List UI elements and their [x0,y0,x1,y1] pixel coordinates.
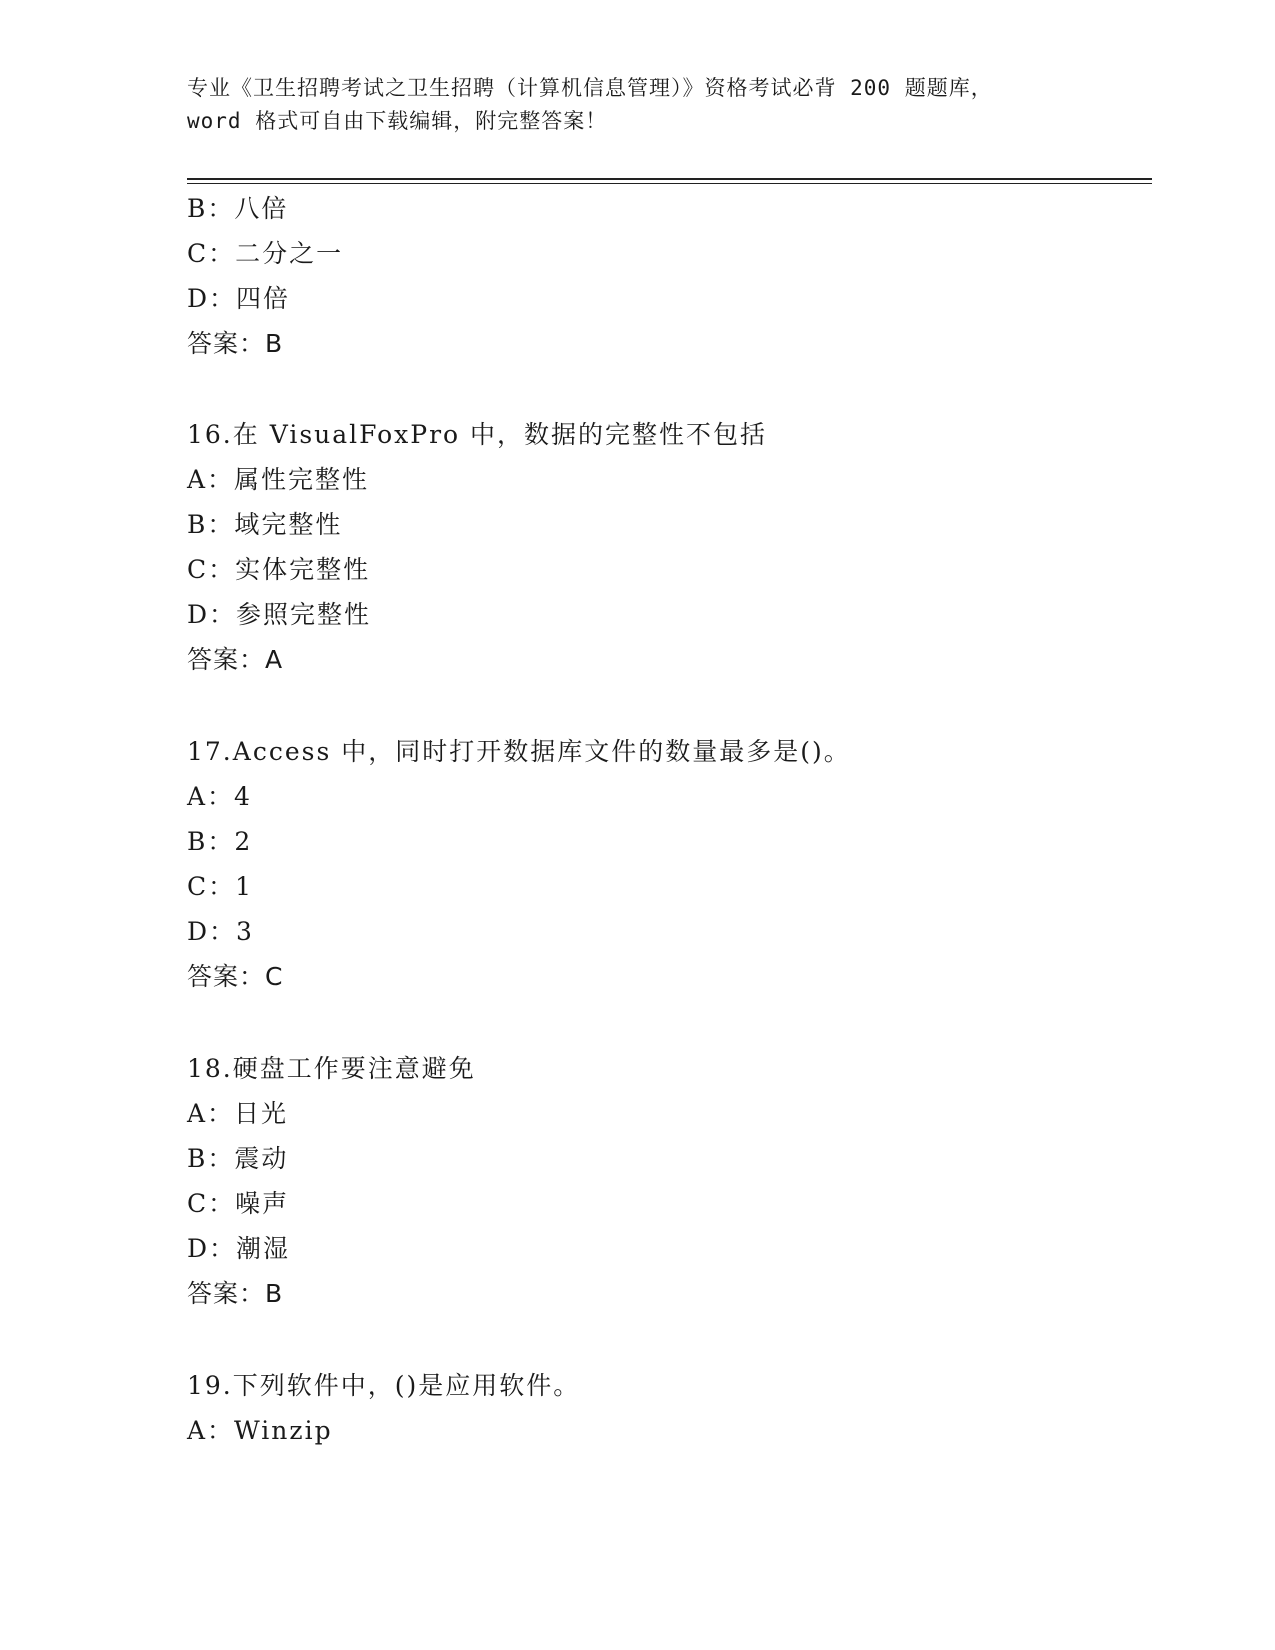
question-17-title: 17.Access 中，同时打开数据库文件的数量最多是()。 [187,737,851,766]
question-18-option-a: A：日光 [187,1099,289,1128]
prev-option-d: D：四倍 [187,284,291,313]
header-divider-thin [187,183,1152,184]
question-16-option-b: B：域完整性 [187,510,343,539]
question-16-option-c: C：实体完整性 [187,555,371,584]
question-18-option-d: D：潮湿 [187,1234,291,1263]
question-17-answer: 答案：C [187,962,284,991]
prev-option-c: C：二分之一 [187,239,344,268]
question-16-title: 16.在 VisualFoxPro 中，数据的完整性不包括 [187,420,768,449]
question-17-option-b: B：2 [187,827,253,856]
question-17-option-d: D：3 [187,917,254,946]
prev-option-b: B：八倍 [187,194,289,223]
question-16-option-d: D：参照完整性 [187,600,372,629]
question-17-option-a: A：4 [187,782,252,811]
question-17-option-c: C：1 [187,872,254,901]
document-header [187,72,1087,138]
question-18-option-b: B：震动 [187,1144,289,1173]
header-line-1: 专业《卫生招聘考试之卫生招聘（计算机信息管理）》资格考试必背 200 题题库， [187,76,993,100]
prev-answer: 答案：B [187,329,284,358]
question-16-option-a: A：属性完整性 [187,465,370,494]
question-18-title: 18.硬盘工作要注意避免 [187,1054,476,1083]
header-line-2: word 格式可自由下载编辑，附完整答案！ [187,109,608,133]
question-19-title: 19.下列软件中，()是应用软件。 [187,1371,581,1400]
question-19-option-a: A：Winzip [187,1416,333,1445]
header-divider-thick [187,178,1152,180]
question-18-answer: 答案：B [187,1279,284,1308]
question-16-answer: 答案：A [187,645,284,674]
question-18-option-c: C：噪声 [187,1189,290,1218]
